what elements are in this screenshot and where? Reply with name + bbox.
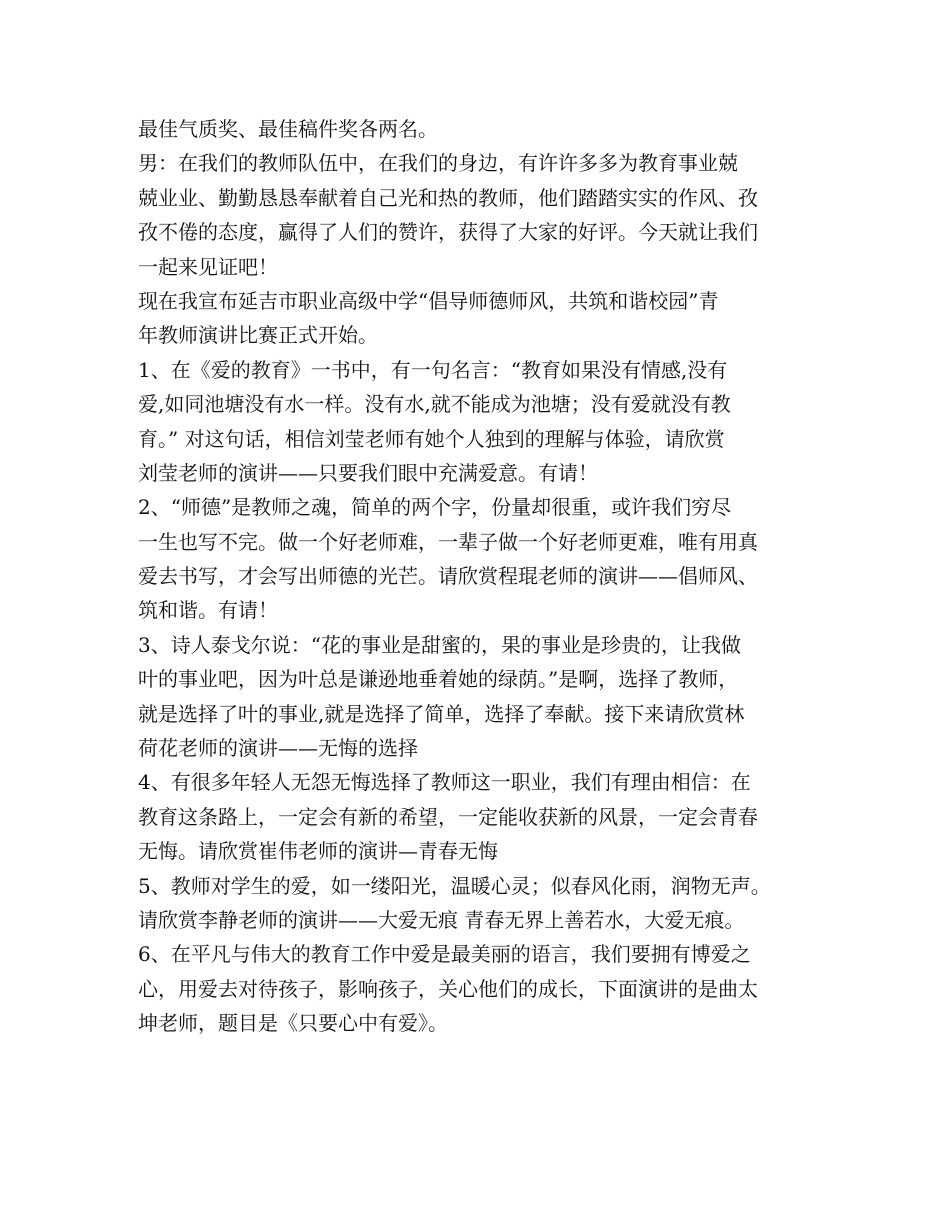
text-line: 教育这条路上，一定会有新的希望，一定能收获新的风景，一定会青春 <box>138 804 758 829</box>
text-line: 荷花老师的演讲——无悔的选择 <box>138 736 418 761</box>
text-line: 孜不倦的态度，赢得了人们的赞许，获得了大家的好评。今天就让我们 <box>138 220 758 245</box>
text-line: 2、“师德”是教师之魂，简单的两个字，份量却很重，或许我们穷尽 <box>138 495 732 520</box>
text-line: 叶的事业吧，因为叶总是谦逊地垂着她的绿荫。”是啊，选择了教师， <box>138 667 739 692</box>
text-line: 无悔。请欣赏崔伟老师的演讲—青春无悔 <box>138 839 498 864</box>
text-line: 4、有很多年轻人无怨无悔选择了教师这一职业，我们有理由相信：在 <box>138 770 751 795</box>
text-line: 男：在我们的教师队伍中，在我们的身边，有许许多多为教育事业兢 <box>138 151 738 176</box>
text-line: 筑和谐。有请！ <box>138 598 278 623</box>
text-line: 一生也写不完。做一个好老师难，一辈子做一个好老师更难，唯有用真 <box>138 529 758 554</box>
text-line: 坤老师，题目是《只要心中有爱》。 <box>138 1011 448 1036</box>
text-line: 6、在平凡与伟大的教育工作中爱是最美丽的语言，我们要拥有博爱之 <box>138 942 751 967</box>
text-line: 刘莹老师的演讲——只要我们眼中充满爱意。有请！ <box>138 460 598 485</box>
text-line: 1、在《爱的教育》一书中，有一句名言：“教育如果没有情感,没有 <box>138 357 728 382</box>
text-line: 最佳气质奖、最佳稿件奖各两名。 <box>138 117 438 141</box>
text-line: 年教师演讲比赛正式开始。 <box>138 323 378 348</box>
text-line: 一起来见证吧！ <box>138 254 278 279</box>
text-line: 就是选择了叶的事业,就是选择了简单，选择了奉献。接下来请欣赏林 <box>138 701 745 726</box>
text-line: 请欣赏李静老师的演讲——大爱无痕 青春无界上善若水，大爱无痕。 <box>138 907 745 932</box>
text-line: 兢业业、勤勤恳恳奉献着自己光和热的教师，他们踏踏实实的作风、孜 <box>138 185 758 210</box>
text-line: 5、教师对学生的爱，如一缕阳光，温暖心灵；似春风化雨，润物无声。 <box>138 873 771 898</box>
document-body <box>138 112 818 1041</box>
text-line: 爱去书写，才会写出师德的光芒。请欣赏程琨老师的演讲——倡师风、 <box>138 564 758 589</box>
text-line: 3、诗人泰戈尔说：“花的事业是甜蜜的，果的事业是珍贵的，让我做 <box>138 632 741 657</box>
text-line: 爱,如同池塘没有水一样。没有水,就不能成为池塘；没有爱就没有教 <box>138 392 731 417</box>
text-line: 心，用爱去对待孩子，影响孩子，关心他们的成长，下面演讲的是曲太 <box>138 976 758 1001</box>
text-line: 现在我宣布延吉市职业高级中学“倡导师德师风，共筑和谐校园”青 <box>138 288 719 313</box>
text-line: 育。” 对这句话，相信刘莹老师有她个人独到的理解与体验，请欣赏 <box>138 426 725 451</box>
